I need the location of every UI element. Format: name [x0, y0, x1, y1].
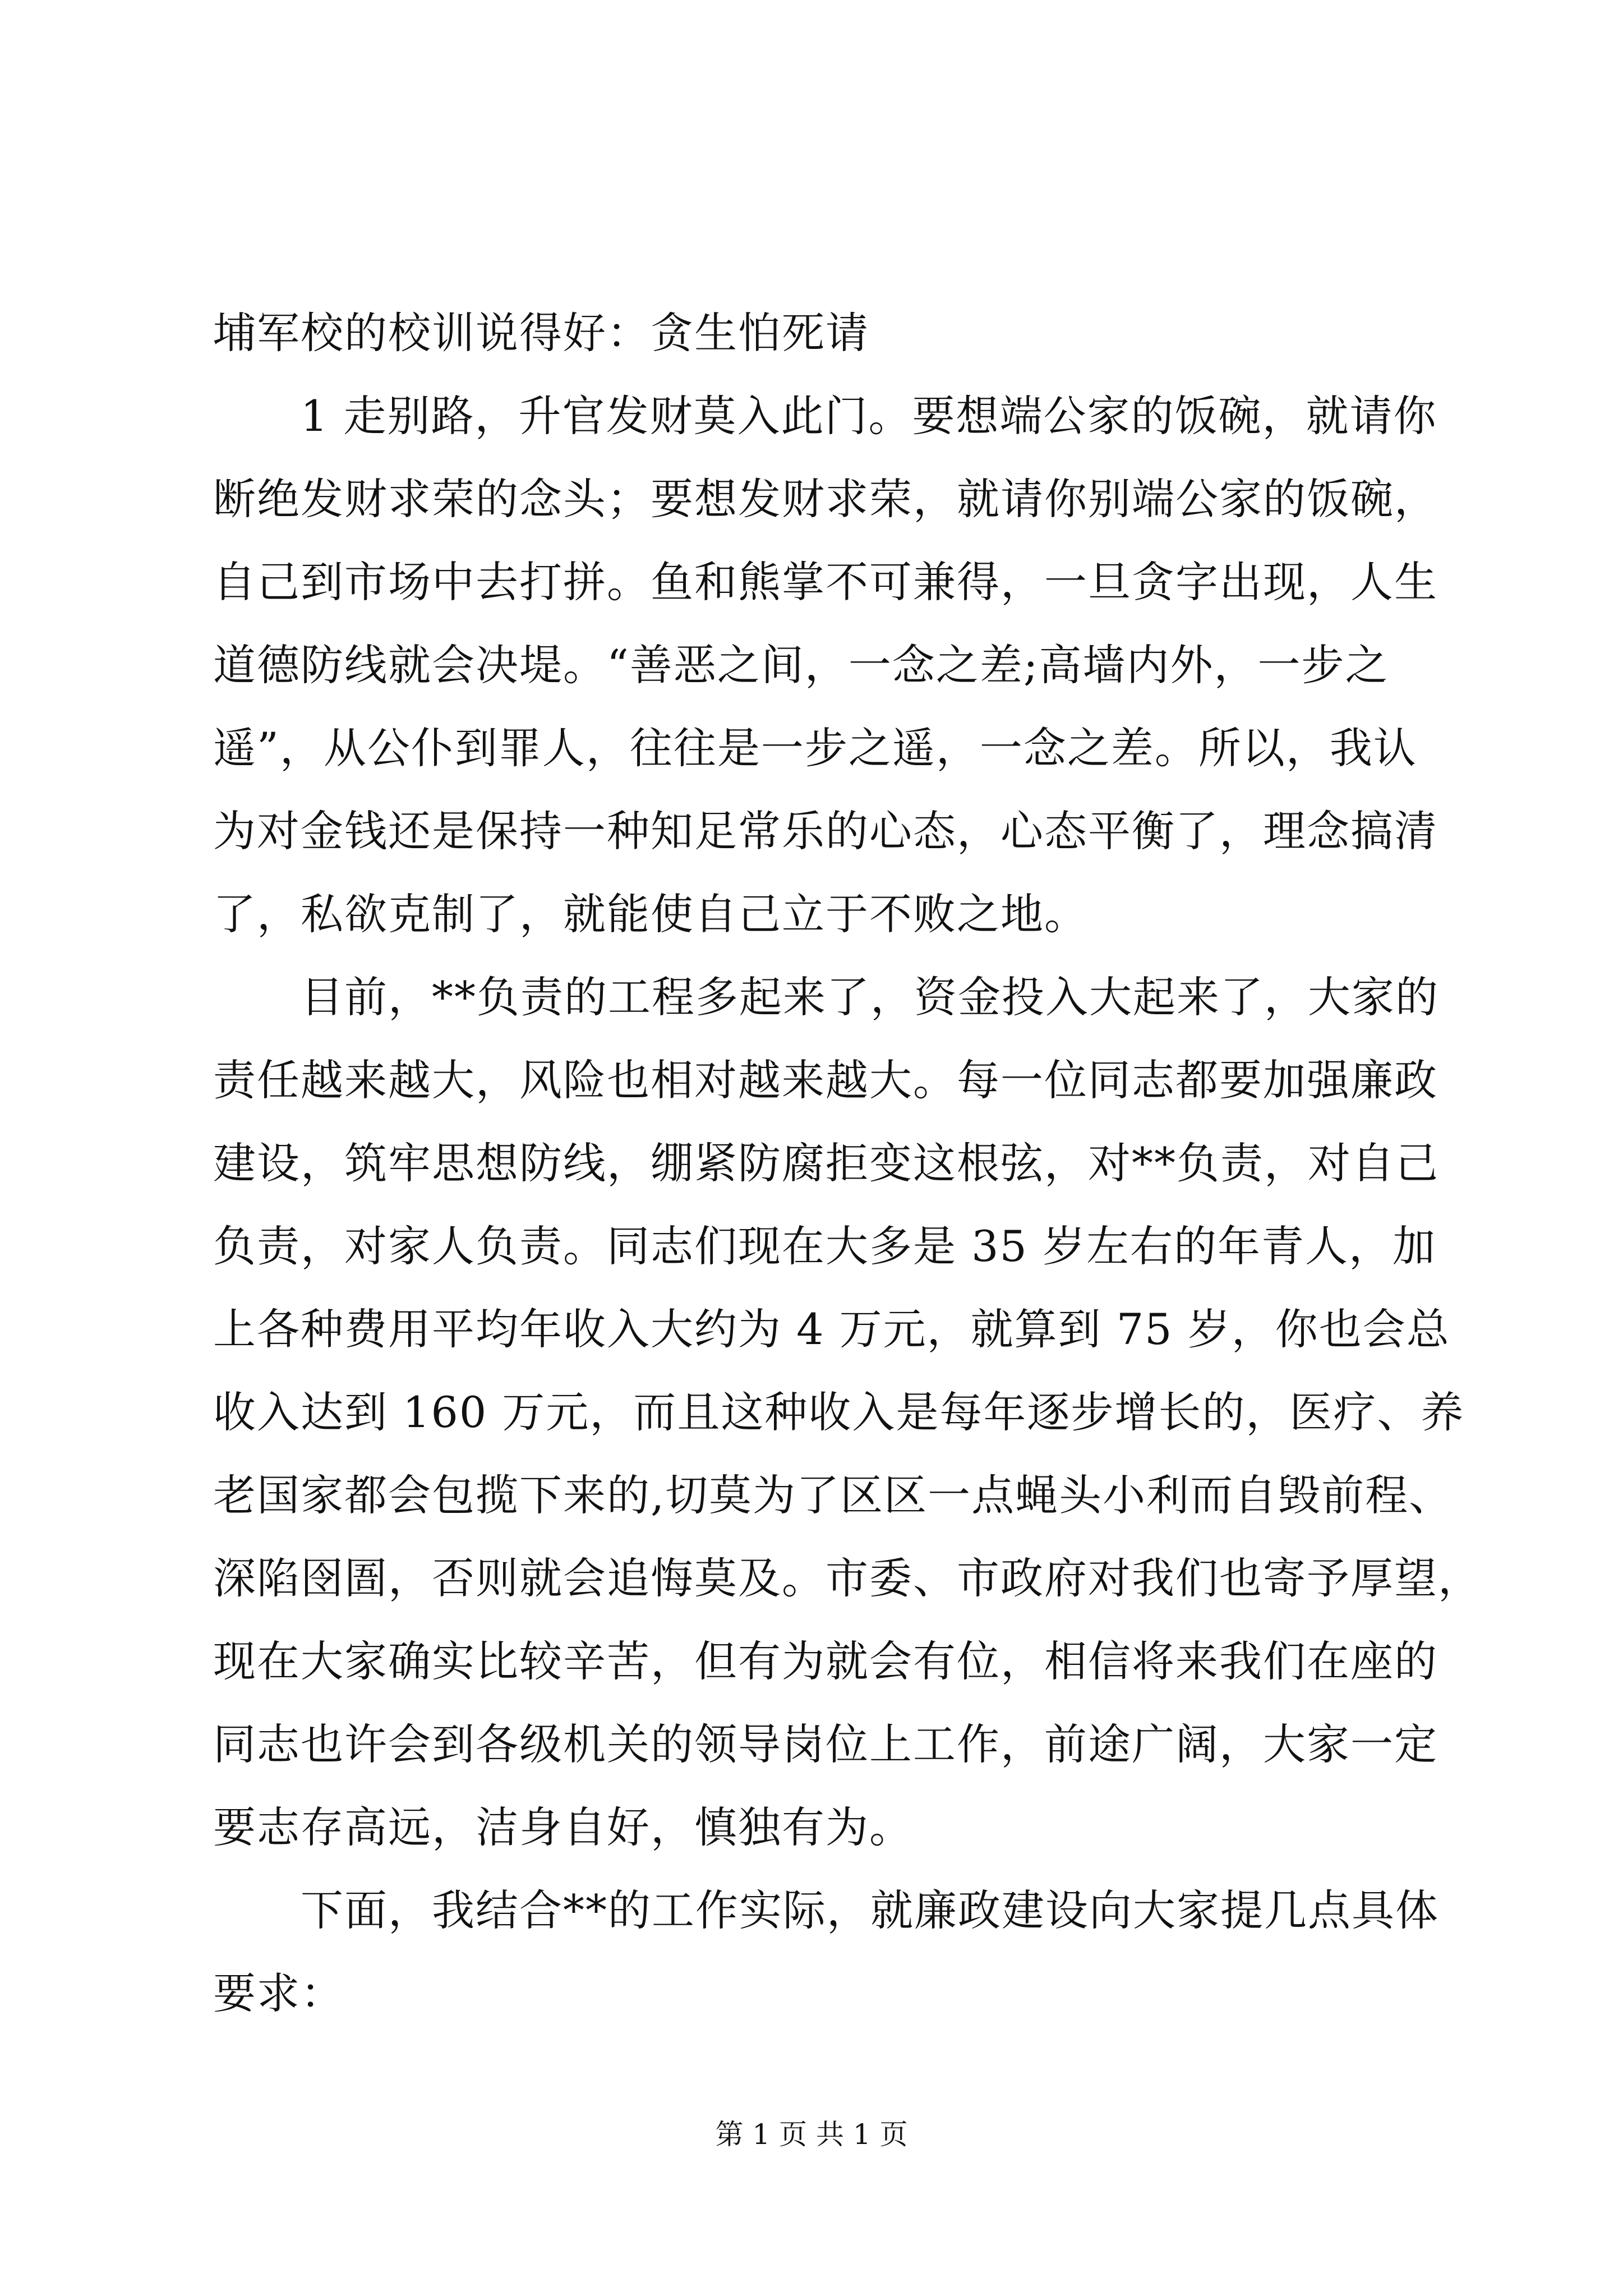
- text-line: 现在大家确实比较辛苦，但有为就会有位，相信将来我们在座的: [213, 1636, 1438, 1686]
- text-line: 自己到市场中去打拼。鱼和熊掌不可兼得，一旦贪字出现，人生: [213, 557, 1438, 607]
- text-line: 目前，**负责的工程多起来了，资金投入大起来了，大家的: [213, 972, 1439, 1022]
- text-line: 遥”，从公仆到罪人，往往是一步之遥，一念之差。所以，我认: [213, 723, 1417, 773]
- text-line: 建设，筑牢思想防线，绷紧防腐拒变这根弦，对**负责，对自己: [213, 1138, 1439, 1188]
- text-line: 下面，我结合**的工作实际，就廉政建设向大家提几点具体: [213, 1885, 1439, 1935]
- text-line: 负责，对家人负责。同志们现在大多是 35 岁左右的年青人，加: [213, 1221, 1437, 1271]
- text-line: 收入达到 160 万元，而且这种收入是每年逐步增长的，医疗、养: [213, 1387, 1465, 1437]
- text-line: 断绝发财求荣的念头；要想发财求荣，就请你别端公家的饭碗，: [213, 474, 1438, 524]
- page-footer: 第 1 页 共 1 页: [715, 2118, 908, 2151]
- text-line: 1 走别路，升官发财莫入此门。要想端公家的饭碗，就请你: [213, 391, 1437, 441]
- text-line: 为对金钱还是保持一种知足常乐的心态，心态平衡了，理念搞清: [213, 806, 1438, 856]
- text-line: 埔军校的校训说得好：贪生怕死请: [213, 308, 869, 358]
- text-line: 责任越来越大，风险也相对越来越大。每一位同志都要加强廉政: [213, 1055, 1438, 1105]
- text-line: 同志也许会到各级机关的领导岗位上工作，前途广阔，大家一定: [213, 1719, 1438, 1769]
- text-line: 老国家都会包揽下来的,切莫为了区区一点蝇头小利而自毁前程、: [213, 1470, 1453, 1520]
- text-line: 上各种费用平均年收入大约为 4 万元，就算到 75 岁，你也会总: [213, 1304, 1450, 1354]
- text-line: 了，私欲克制了，就能使自己立于不败之地。: [213, 889, 1088, 939]
- text-line: 深陷囹圄，否则就会追悔莫及。市委、市政府对我们也寄予厚望，: [213, 1553, 1482, 1603]
- document-body: [213, 292, 1482, 2035]
- text-line: 要求：: [213, 1968, 344, 2018]
- text-line: 要志存高远，洁身自好，慎独有为。: [213, 1802, 913, 1852]
- text-line: 道德防线就会决堤。“善恶之间，一念之差;高墙内外，一步之: [213, 640, 1389, 690]
